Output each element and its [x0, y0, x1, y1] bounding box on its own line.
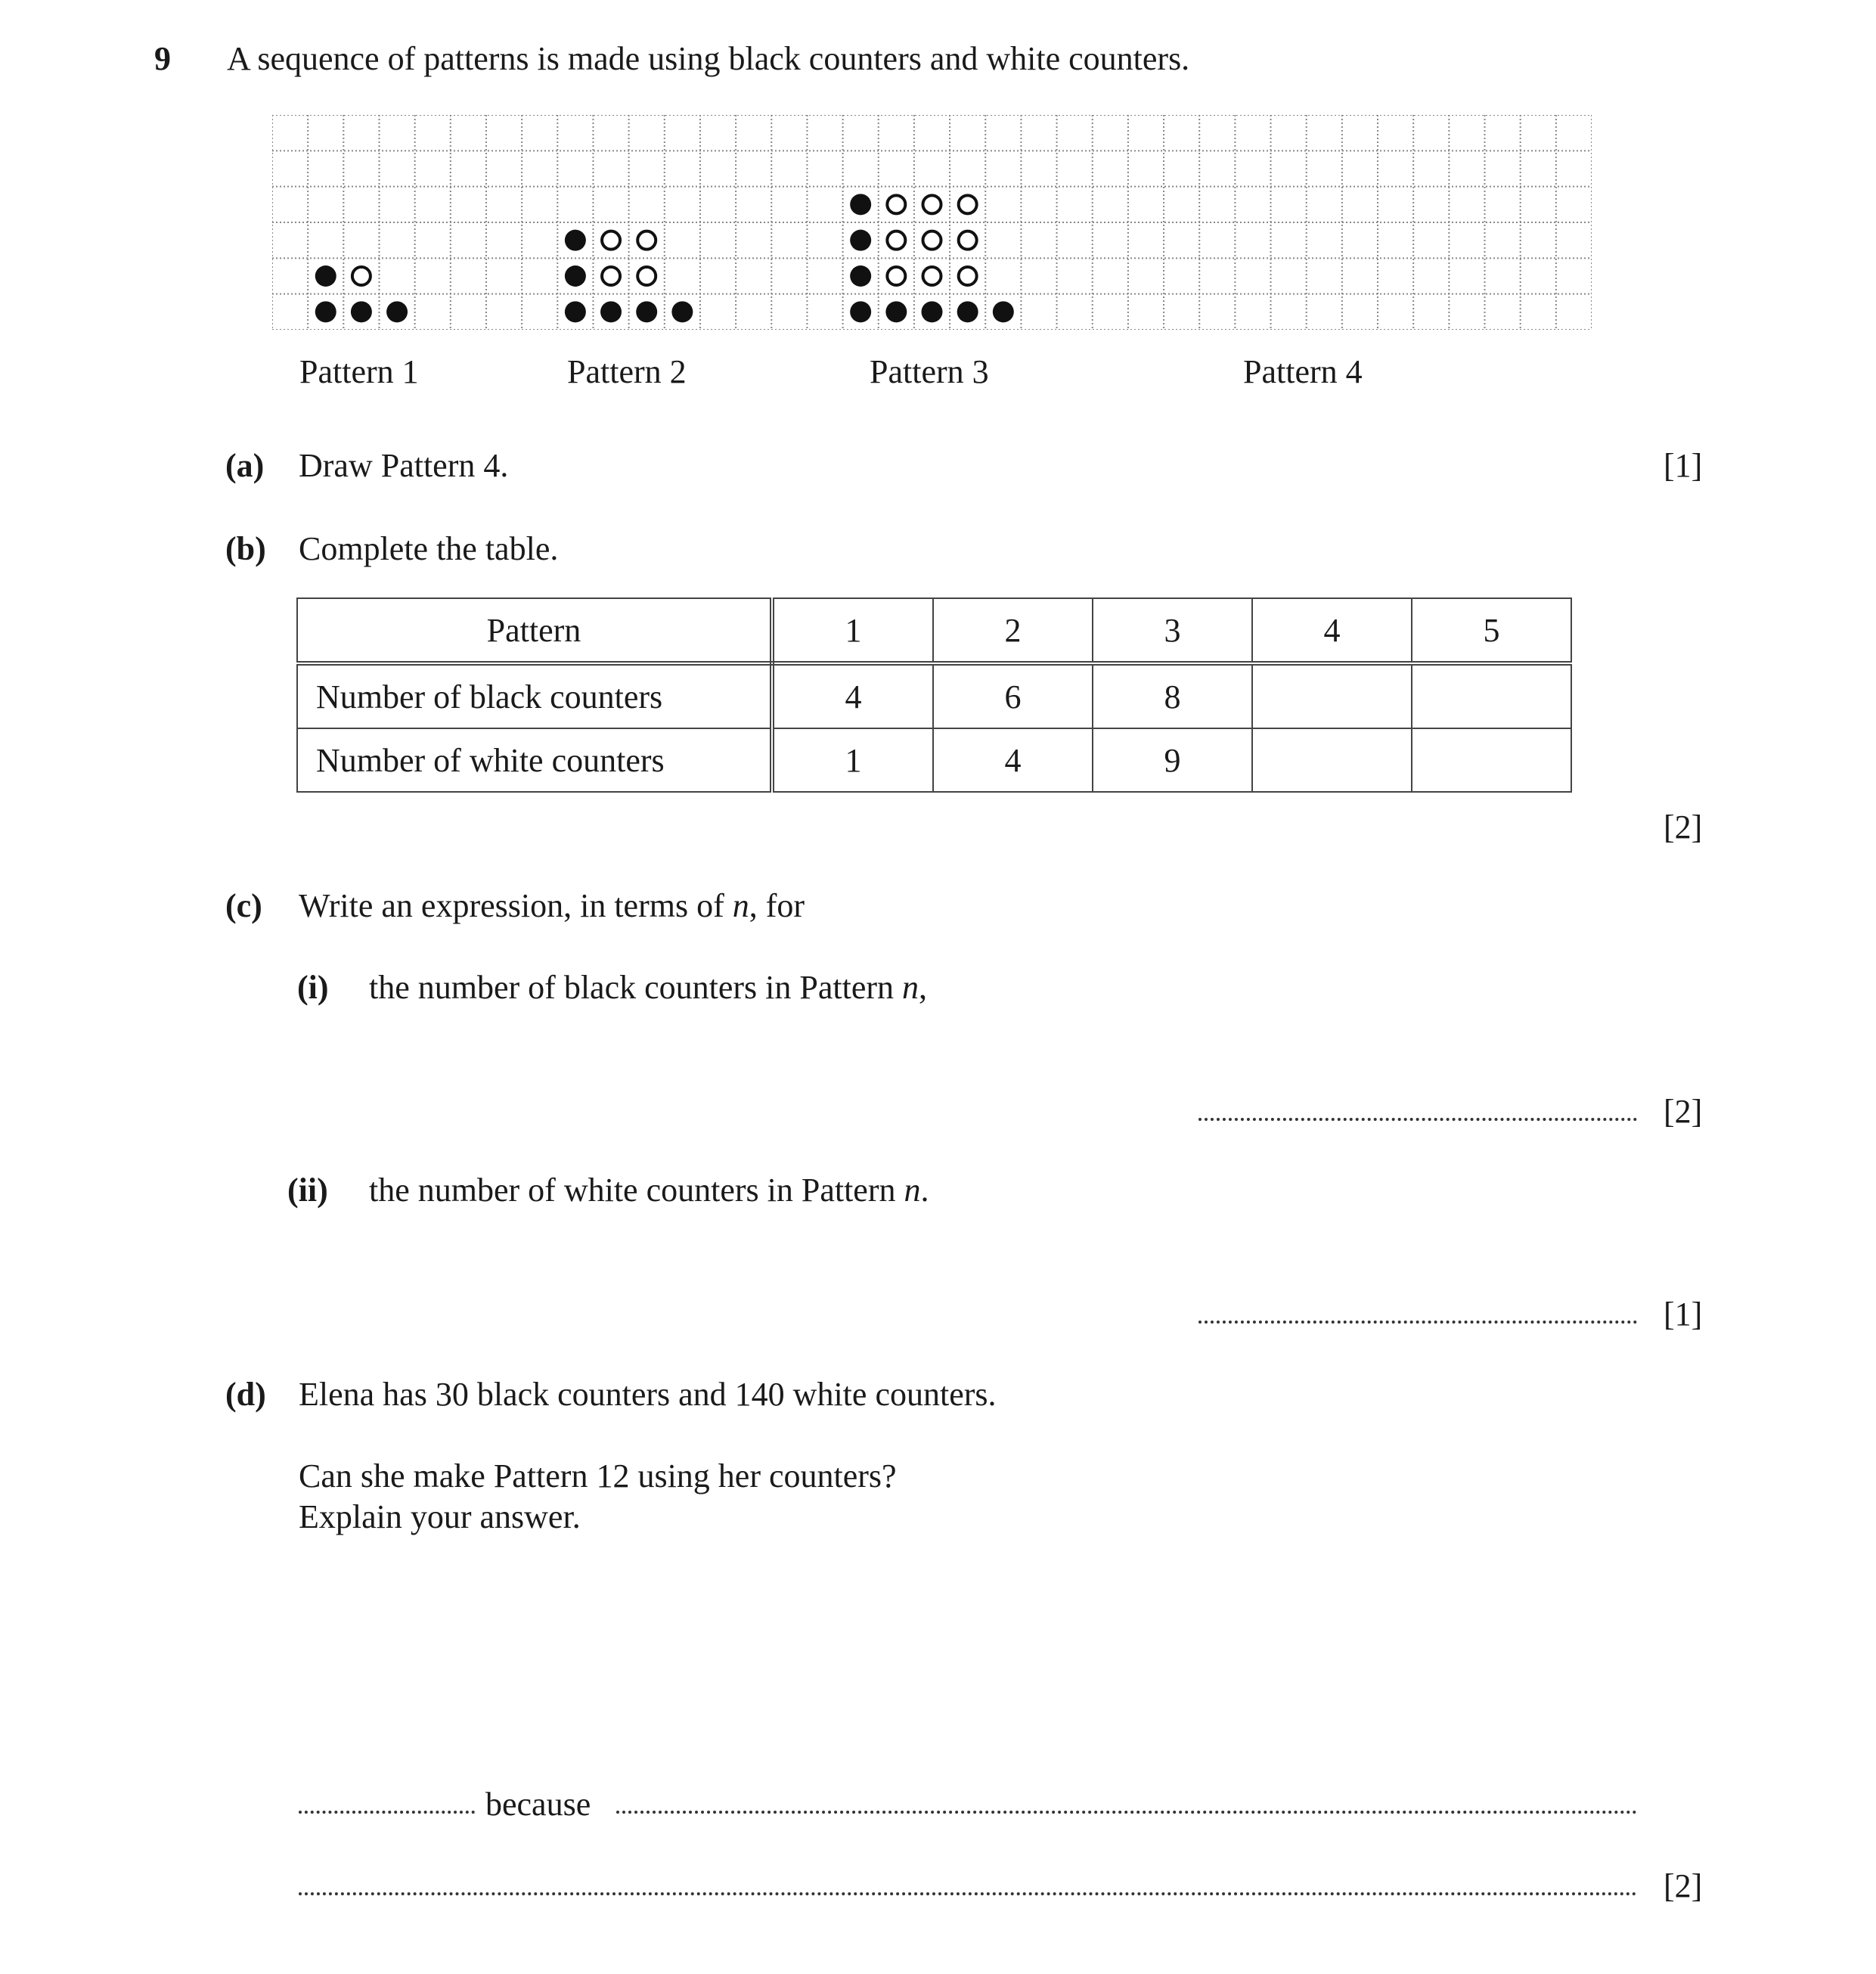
white-counter [923, 267, 941, 285]
table-header-row [297, 598, 1571, 663]
part-c-i-text: the number of black counters in Pattern n, [369, 969, 928, 1006]
black-counter [565, 265, 586, 287]
part-a-label: (a) [225, 447, 265, 484]
part-b-text: Complete the table. [299, 530, 559, 567]
black-counter [885, 301, 907, 322]
table-cell: 1 [772, 728, 933, 792]
table-column-header: 2 [933, 598, 1093, 663]
answer-line-c-ii[interactable] [1198, 1321, 1637, 1324]
part-d-label: (d) [225, 1376, 266, 1413]
answer-line-c-i[interactable] [1198, 1118, 1637, 1121]
white-counter [637, 267, 656, 285]
part-d-line3: Explain your answer. [299, 1498, 581, 1535]
white-counter [602, 231, 620, 250]
part-d-line1: Elena has 30 black counters and 140 white counters. [299, 1376, 997, 1413]
question-intro: A sequence of patterns is made using black counters and white counters. [227, 40, 1190, 77]
black-counter [850, 194, 871, 215]
black-counter [636, 301, 657, 322]
table-cell: 4 [772, 663, 933, 728]
table-column-header: 5 [1412, 598, 1571, 663]
table-row-black [297, 663, 1571, 728]
table-column-header: 3 [1093, 598, 1252, 663]
white-counter [959, 231, 977, 250]
answer-line-d-reason-2[interactable] [299, 1892, 1637, 1895]
white-counter [602, 267, 620, 285]
black-counter [850, 265, 871, 287]
table-header-label: Pattern [297, 598, 772, 663]
answer-line-d-reason[interactable] [616, 1811, 1637, 1814]
part-c-text: Write an expression, in terms of n, for [299, 887, 805, 924]
table-row-label: Number of black counters [297, 663, 772, 728]
white-counter [959, 195, 977, 213]
part-b-marks: [2] [1664, 809, 1703, 846]
white-counter [923, 231, 941, 250]
part-c-label: (c) [225, 887, 262, 924]
part-c-i-label: (i) [297, 969, 329, 1006]
answer-line-d-yesno[interactable] [299, 1811, 475, 1814]
table-answer-cell[interactable] [1412, 663, 1571, 728]
part-c-ii-label: (ii) [287, 1172, 328, 1209]
black-counter [850, 301, 871, 322]
white-counter [887, 195, 905, 213]
table-cell: 4 [933, 728, 1093, 792]
table-cell: 9 [1093, 728, 1252, 792]
black-counter [386, 301, 408, 322]
table-row-label: Number of white counters [297, 728, 772, 792]
part-c-ii-marks: [1] [1664, 1296, 1703, 1333]
counters-table [296, 597, 1572, 793]
black-counter [315, 265, 336, 287]
black-counter [600, 301, 622, 322]
white-counter [352, 267, 371, 285]
black-counter [351, 301, 372, 322]
question-number: 9 [154, 40, 171, 77]
black-counter [993, 301, 1014, 322]
part-d-marks: [2] [1664, 1867, 1703, 1904]
pattern-label-2: Pattern 2 [567, 353, 687, 390]
white-counter [959, 267, 977, 285]
white-counter [637, 231, 656, 250]
pattern-label-1: Pattern 1 [299, 353, 419, 390]
pattern-grid [272, 115, 1592, 330]
part-d-line2: Can she make Pattern 12 using her counters? [299, 1457, 897, 1494]
black-counter [565, 230, 586, 251]
table-answer-cell[interactable] [1412, 728, 1571, 792]
white-counter [923, 195, 941, 213]
pattern-label-3: Pattern 3 [870, 353, 989, 390]
table-column-header: 4 [1252, 598, 1412, 663]
white-counter [887, 231, 905, 250]
table-answer-cell[interactable] [1252, 663, 1412, 728]
table-row-white [297, 728, 1571, 792]
black-counter [850, 230, 871, 251]
table-answer-cell[interactable] [1252, 728, 1412, 792]
part-a-text: Draw Pattern 4. [299, 447, 509, 484]
part-c-i-marks: [2] [1664, 1093, 1703, 1130]
part-a-marks: [1] [1664, 447, 1703, 484]
table-cell: 8 [1093, 663, 1252, 728]
part-b-label: (b) [225, 530, 266, 567]
pattern-label-4: Pattern 4 [1243, 353, 1363, 390]
white-counter [887, 267, 905, 285]
because-text: because [485, 1786, 591, 1823]
black-counter [957, 301, 978, 322]
black-counter [315, 301, 336, 322]
black-counter [565, 301, 586, 322]
black-counter [671, 301, 693, 322]
table-cell: 6 [933, 663, 1093, 728]
black-counter [922, 301, 943, 322]
table-column-header: 1 [772, 598, 933, 663]
part-c-ii-text: the number of white counters in Pattern n. [369, 1172, 929, 1209]
